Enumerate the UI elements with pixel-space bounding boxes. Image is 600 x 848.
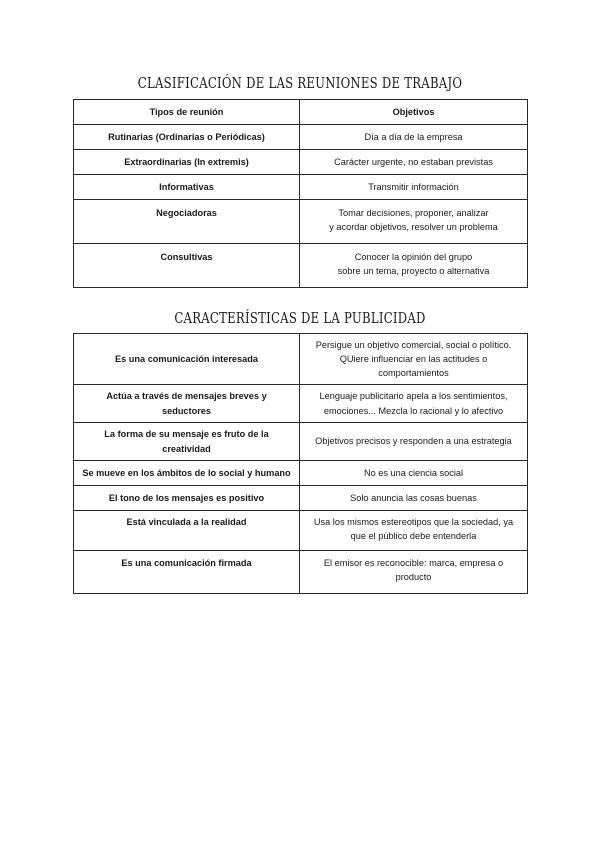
table-row xyxy=(74,244,528,288)
objetivo-cell: Tomar decisiones, proponer, analizar y acordar objetivos, resolver un problema xyxy=(300,200,528,244)
table-row xyxy=(74,175,528,200)
caracteristica-cell: Está vinculada a la realidad xyxy=(74,511,300,551)
objetivo-cell: Conocer la opinión del grupo sobre un tema, proyecto o alternativa xyxy=(300,244,528,288)
descripcion-cell: Solo anuncia las cosas buenas xyxy=(300,486,528,511)
table-row xyxy=(74,200,528,244)
table-header-row xyxy=(74,100,528,125)
caracteristica-cell: Actúa a través de mensajes breves y seductores xyxy=(74,385,300,423)
tipo-cell: Negociadoras xyxy=(74,200,300,244)
descripcion-cell: Usa los mismos estereotipos que la sociedad, ya que el público debe entenderla xyxy=(300,511,528,551)
section-title-reuniones: CLASIFICACIÓN DE LAS REUNIONES DE TRABAJO xyxy=(137,74,463,92)
table-row xyxy=(74,423,528,461)
header-tipos: Tipos de reunión xyxy=(74,100,300,125)
table-row xyxy=(74,486,528,511)
descripcion-cell: Persigue un objetivo comercial, social o político. QUiere influenciar en las actitudes o comportamientos xyxy=(300,334,528,385)
tipo-cell: Extraordinarias (In extremis) xyxy=(74,150,300,175)
caracteristica-cell: La forma de su mensaje es fruto de la creatividad xyxy=(74,423,300,461)
reuniones-table xyxy=(73,99,528,288)
table-row xyxy=(74,125,528,150)
tipo-cell: Informativas xyxy=(74,175,300,200)
objetivo-cell: Día a día de la empresa xyxy=(300,125,528,150)
caracteristica-cell: Es una comunicación firmada xyxy=(74,551,300,594)
descripcion-cell: El emisor es reconocible: marca, empresa o producto xyxy=(300,551,528,594)
descripcion-cell: No es una ciencia social xyxy=(300,461,528,486)
caracteristica-cell: Es una comunicación interesada xyxy=(74,334,300,385)
caracteristica-cell: Se mueve en los ámbitos de lo social y humano xyxy=(74,461,300,486)
descripcion-cell: Objetivos precisos y responden a una estrategia xyxy=(300,423,528,461)
table-row xyxy=(74,385,528,423)
descripcion-cell: Lenguaje publicitario apela a los sentimientos, emociones... Mezcla lo racional y lo afectivo xyxy=(300,385,528,423)
table-row xyxy=(74,551,528,594)
tipo-cell: Consultivas xyxy=(74,244,300,288)
table-row xyxy=(74,461,528,486)
tipo-cell: Rutinarias (Ordinarias o Periódicas) xyxy=(74,125,300,150)
table-row xyxy=(74,334,528,385)
objetivo-cell: Carácter urgente, no estaban previstas xyxy=(300,150,528,175)
table-row xyxy=(74,150,528,175)
table-row xyxy=(74,511,528,551)
header-objetivos: Objetivos xyxy=(300,100,528,125)
objetivo-cell: Transmitir información xyxy=(300,175,528,200)
caracteristica-cell: El tono de los mensajes es positivo xyxy=(74,486,300,511)
section-title-publicidad: CARACTERÍSTICAS DE LA PUBLICIDAD xyxy=(174,309,426,327)
publicidad-table xyxy=(73,333,528,594)
